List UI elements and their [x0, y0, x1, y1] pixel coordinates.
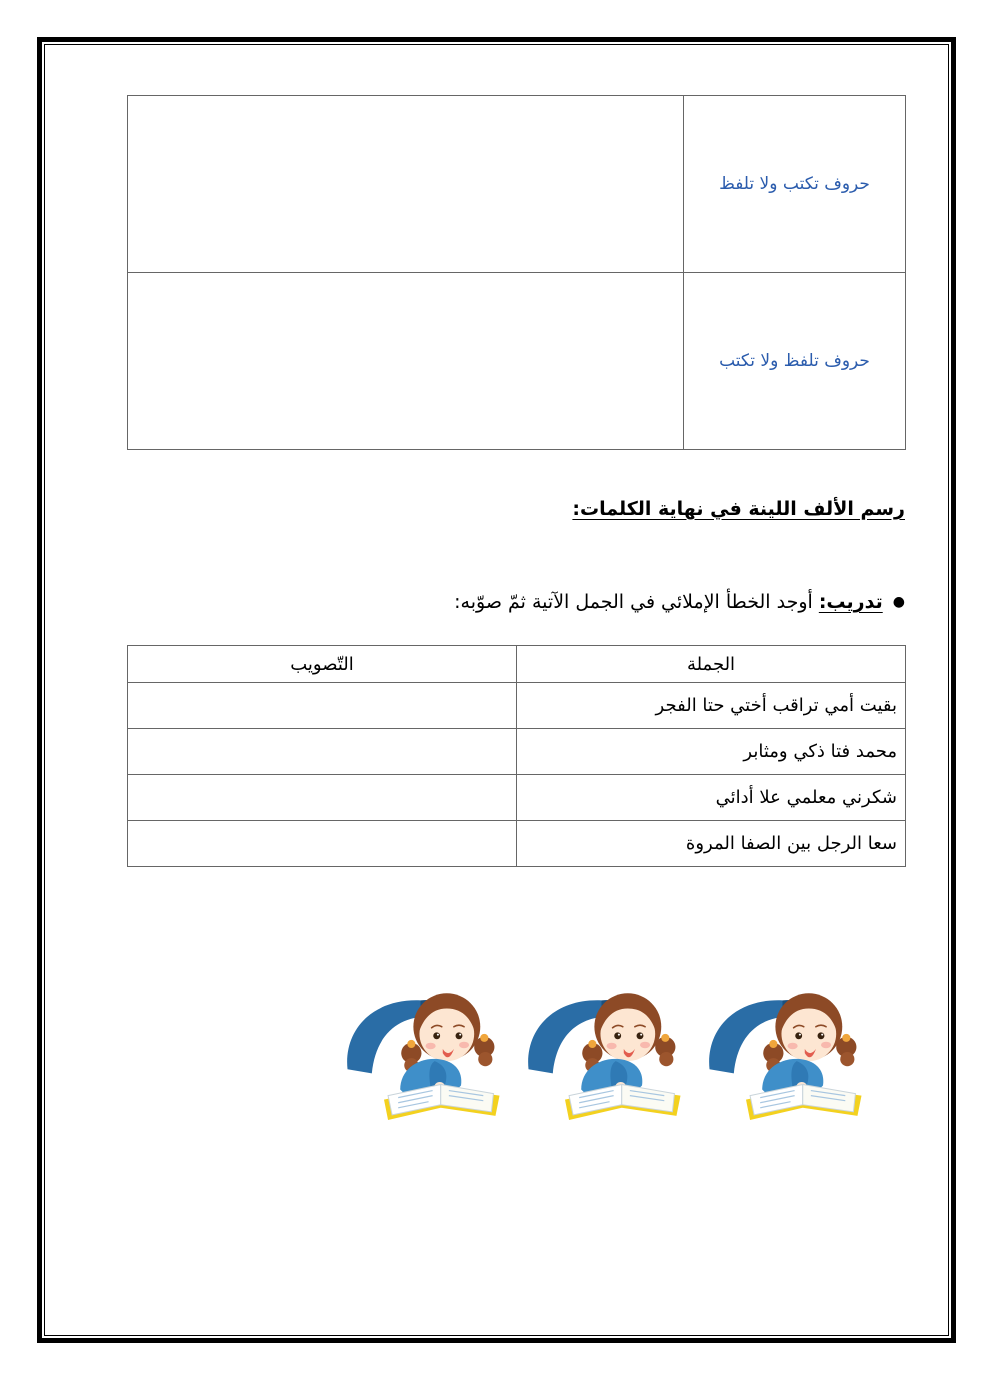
table-row: [128, 821, 906, 867]
table-row: [128, 273, 906, 450]
header-sentence: الجملة: [517, 646, 906, 683]
girl-writing-illustration: [340, 972, 505, 1124]
table-row: [128, 683, 906, 729]
section-heading-text: رسم الألف اللينة في نهاية الكلمات:: [572, 498, 905, 520]
girl-writing-illustration: [521, 972, 686, 1124]
illustrations-row: [340, 972, 867, 1124]
exercise-instruction: أوجد الخطأ الإملائي في الجمل الآتية ثمّ صوّبه:: [454, 591, 813, 613]
correction-cell: [128, 775, 517, 821]
table-header-row: [128, 646, 906, 683]
correction-cell: [128, 821, 517, 867]
table-row: [128, 775, 906, 821]
girl-writing-illustration: [702, 972, 867, 1124]
correction-cell: [128, 729, 517, 775]
letters-table: [127, 95, 906, 450]
correction-table: [127, 645, 906, 867]
sentence-cell: بقيت أمي تراقب أختي حتا الفجر: [517, 683, 906, 729]
header-correction: التّصويب: [128, 646, 517, 683]
letters-row-label: حروف تلفظ ولا تكتب: [684, 273, 906, 450]
sentence-cell: محمد فتا ذكي ومثابر: [517, 729, 906, 775]
letters-row-content: [128, 273, 684, 450]
correction-cell: [128, 683, 517, 729]
bullet-icon: ●: [892, 594, 905, 610]
exercise-line: [127, 591, 905, 613]
table-row: [128, 729, 906, 775]
sentence-cell: شكرني معلمي علا أدائي: [517, 775, 906, 821]
exercise-label: تدريب:: [818, 591, 883, 613]
letters-row-label: حروف تكتب ولا تلفظ: [684, 96, 906, 273]
sentence-cell: سعا الرجل بين الصفا المروة: [517, 821, 906, 867]
letters-row-content: [128, 96, 684, 273]
section-heading: [127, 498, 905, 520]
table-row: [128, 96, 906, 273]
